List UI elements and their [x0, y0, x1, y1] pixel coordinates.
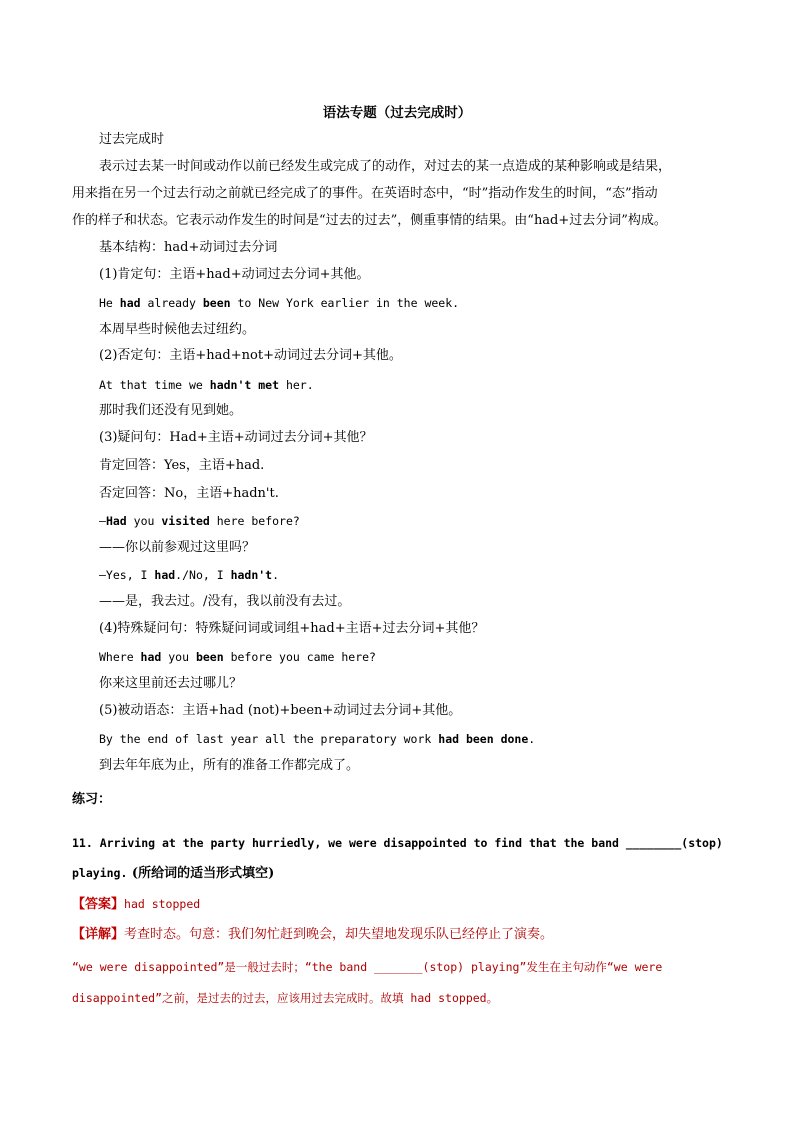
affirmative-example: He had already been to New York earlier in the week.	[99, 296, 460, 310]
passive-example: By the end of last year all the preparatory work had been done.	[99, 732, 536, 746]
passive-translation: 到去年年底为止，所有的准备工作都完成了。	[99, 758, 360, 773]
answer-label: 【答案】	[72, 897, 125, 912]
explanation-line-2: “we were disappointed”是一般过去时；“the band _______(stop) playing”发生在主句动作“we were	[72, 960, 663, 974]
exercise-question-line-2: playing. (所给词的适当形式填空)	[72, 866, 275, 881]
negative-example: At that time we hadn't met her.	[99, 378, 314, 392]
answer-text: had stopped	[124, 897, 201, 911]
question-example: —Had you visited here before?	[99, 514, 300, 528]
explanation-label: 【详解】	[72, 927, 125, 942]
practice-heading: 练习：	[72, 792, 112, 807]
special-question-translation: 你来这里前还去过哪儿？	[99, 676, 243, 691]
question-yes-answer: 肯定回答：Yes，主语+had.	[99, 458, 265, 473]
intro-line-2: 用来指在另一个过去行动之前就已经完成了的事件。在英语时态中，“时”指动作发生的时间，“态”指动	[72, 186, 658, 201]
intro-line-1: 表示过去某一时间或动作以前已经发生或完成了的动作，对过去的某一点造成的某种影响或是结果，	[99, 159, 672, 174]
question-translation: ——你以前参观过这里吗？	[99, 540, 256, 555]
question-no-answer: 否定回答：No，主语+hadn't.	[99, 486, 279, 501]
question-answer-example: —Yes, I had./No, I hadn't.	[99, 568, 280, 582]
exercise-question-line-1: 11. Arriving at the party hurriedly, we were disappointed to find that the band ________(stop)	[72, 836, 723, 850]
negative-translation: 那时我们还没有见到她。	[99, 403, 243, 418]
answer-line	[0, 895, 794, 914]
special-question-example: Where had you been before you came here?	[99, 650, 376, 664]
passive-rule: (5)被动语态：主语+had (not)+been+动词过去分词+其他。	[99, 703, 462, 718]
basic-structure: 基本结构：had+动词过去分词	[99, 240, 278, 255]
question-answer-translation: ——是，我去过。/没有，我以前没有去过。	[99, 594, 351, 609]
explanation-line-1: 【详解】考查时态。句意：我们匆忙赶到晚会，却失望地发现乐队已经停止了演奏。	[72, 927, 554, 942]
intro-line-3: 作的样子和状态。它表示动作发生的时间是“过去的过去”，侧重事情的结果。由“had+过去分词”构成。	[72, 213, 667, 228]
affirmative-translation: 本周早些时候他去过纽约。	[99, 322, 256, 337]
section-heading: 过去完成时	[99, 132, 165, 147]
question-rule: (3)疑问句：Had+主语+动词过去分词+其他？	[99, 430, 373, 445]
affirmative-rule: (1)肯定句：主语+had+动词过去分词+其他。	[99, 267, 370, 282]
explanation-line-3: disappointed”之前，是过去的过去，应该用过去完成时。故填 had stopped。	[72, 991, 499, 1005]
page-title: 语法专题（过去完成时）	[322, 105, 472, 121]
special-question-rule: (4)特殊疑问句：特殊疑问词或词组+had+主语+过去分词+其他？	[99, 621, 485, 636]
negative-rule: (2)否定句：主语+had+not+动词过去分词+其他。	[99, 348, 402, 363]
